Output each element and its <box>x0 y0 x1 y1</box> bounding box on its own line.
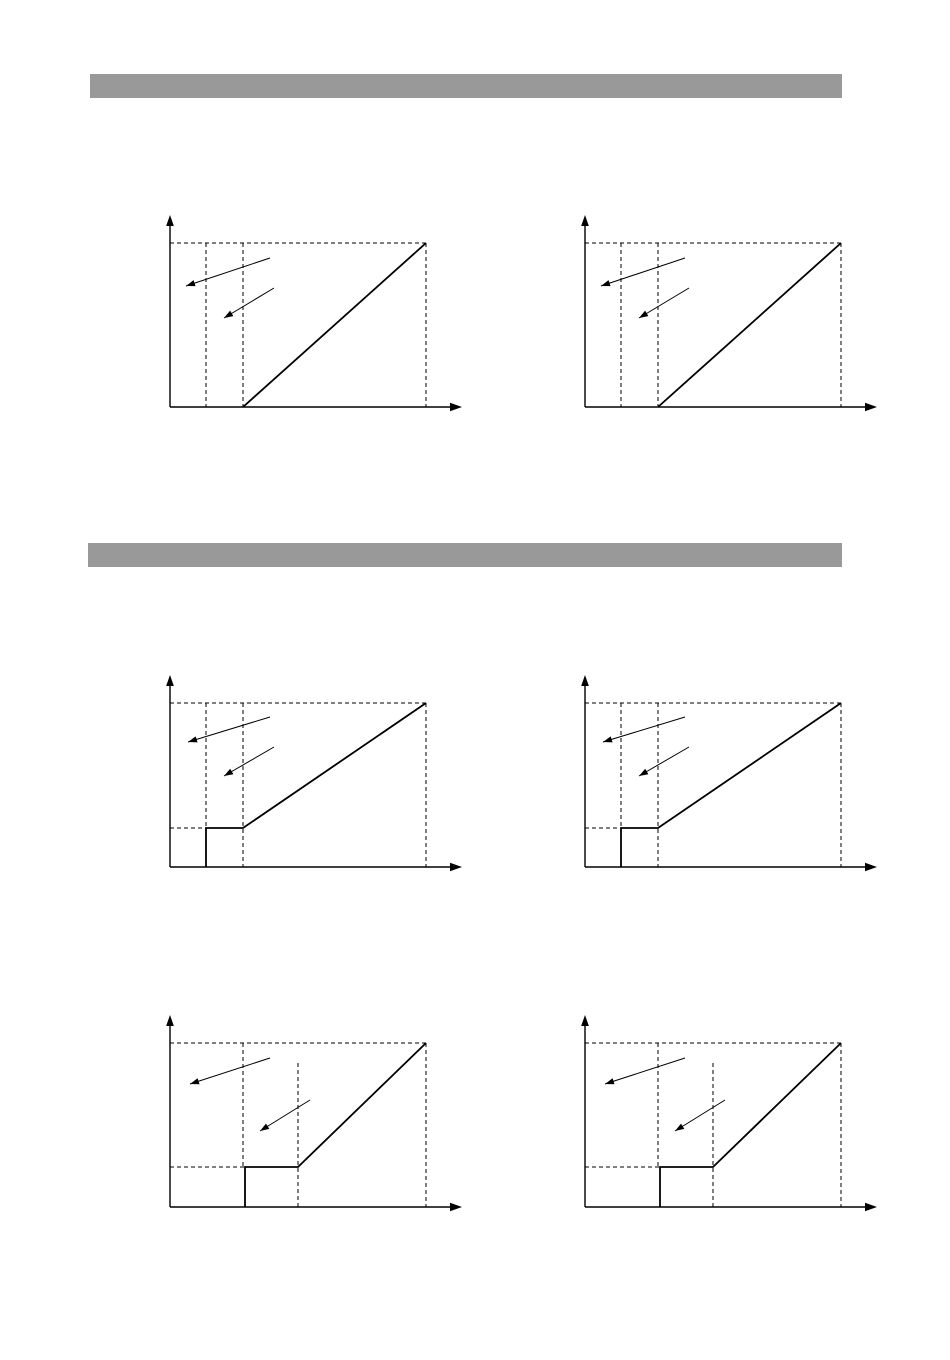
annotation-arrow-2-head <box>260 1124 269 1131</box>
annotation-arrow-2-head <box>639 769 648 776</box>
annotation-arrow-1-line <box>601 258 685 286</box>
annotation-arrow-1-head <box>603 736 613 742</box>
section-header-bar-1 <box>90 74 842 98</box>
section-header-bar-2 <box>88 543 842 567</box>
annotation-arrow-1-line <box>190 1058 270 1084</box>
characteristic-line <box>243 243 426 407</box>
characteristic-line <box>658 243 841 407</box>
diagram-4 <box>565 670 895 890</box>
y-axis-arrow-icon <box>166 1015 174 1026</box>
x-axis-arrow-icon <box>450 1203 462 1211</box>
diagram-3 <box>150 670 480 890</box>
characteristic-line <box>660 1043 841 1207</box>
y-axis-arrow-icon <box>166 215 174 226</box>
annotation-arrow-1-head <box>190 1078 200 1084</box>
x-axis-arrow-icon <box>865 403 877 411</box>
diagram-5 <box>150 1010 480 1230</box>
y-axis-arrow-icon <box>581 675 589 686</box>
annotation-arrow-1-line <box>605 1058 685 1084</box>
x-axis-arrow-icon <box>450 403 462 411</box>
annotation-arrow-2-head <box>639 311 648 318</box>
annotation-arrow-2-head <box>224 769 233 776</box>
annotation-arrow-1-line <box>186 258 270 286</box>
annotation-arrow-1-line <box>188 717 270 742</box>
x-axis-arrow-icon <box>865 863 877 871</box>
diagram-6 <box>565 1010 895 1230</box>
annotation-arrow-1-head <box>186 280 196 286</box>
y-axis-arrow-icon <box>166 675 174 686</box>
annotation-arrow-2-head <box>675 1124 684 1131</box>
annotation-arrow-1-head <box>188 736 198 742</box>
annotation-arrow-2-head <box>224 311 233 318</box>
characteristic-line <box>621 703 841 867</box>
y-axis-arrow-icon <box>581 215 589 226</box>
annotation-arrow-1-line <box>603 717 685 742</box>
x-axis-arrow-icon <box>450 863 462 871</box>
x-axis-arrow-icon <box>865 1203 877 1211</box>
diagram-2 <box>565 210 895 430</box>
y-axis-arrow-icon <box>581 1015 589 1026</box>
annotation-arrow-1-head <box>601 280 611 286</box>
annotation-arrow-1-head <box>605 1078 615 1084</box>
characteristic-line <box>245 1043 426 1207</box>
characteristic-line <box>206 703 426 867</box>
diagram-1 <box>150 210 480 430</box>
